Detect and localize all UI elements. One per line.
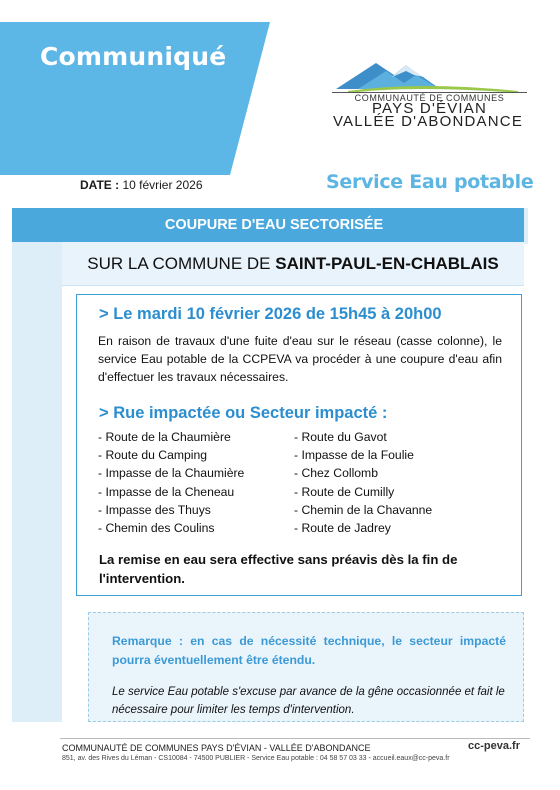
- street-item: - Route de Jadrey: [294, 521, 391, 536]
- street-item: - Impasse de la Foulie: [294, 448, 414, 463]
- decorative-band-right: [524, 208, 528, 244]
- streets-list-left: [98, 428, 244, 537]
- remark-text: Remarque : en cas de nécessité technique, le secteur impacté pourra éventuellement être étendu.: [112, 634, 506, 667]
- cut-banner: [12, 208, 524, 242]
- date-line: [80, 178, 203, 192]
- commune-prefix: SUR LA COMMUNE DE: [87, 254, 276, 273]
- street-item: - Impasse des Thuys: [98, 502, 211, 517]
- street-item: - Route du Camping: [98, 448, 208, 463]
- commune-box: [62, 242, 524, 286]
- date-value: 10 février 2026: [122, 178, 203, 192]
- logo-valley-line: VALLÉE D'ABONDANCE: [332, 113, 524, 130]
- streets-list-right: [294, 428, 432, 537]
- streets-heading: > Rue impactée ou Secteur impacté :: [99, 404, 388, 422]
- street-item: - Impasse de la Chaumière: [98, 466, 245, 481]
- footer-website-link[interactable]: cc-peva.fr: [468, 740, 520, 752]
- logo-name-line: PAYS D'ÉVIAN: [371, 100, 488, 117]
- street-item: - Chemin de la Chavanne: [294, 502, 433, 517]
- footer-address: 851, av. des Rives du Léman - CS10084 - 74500 PUBLIER - Service Eau potable : 04 58 57 03 33 - accueil.eaux@cc-peva.fr: [62, 755, 450, 762]
- street-item: - Chez Collomb: [294, 466, 378, 481]
- apology-text: Le service Eau potable s'excuse par avance de la gêne occasionnée et fait le nécessaire pour limiter les temps d'intervention.: [112, 686, 505, 716]
- page-title: Communiqué: [40, 42, 227, 71]
- banner-title: COUPURE D'EAU SECTORISÉE: [164, 217, 384, 233]
- street-item: - Route de Cumilly: [294, 484, 395, 499]
- restore-notice: La remise en eau sera effective sans préavis dès la fin de l'intervention.: [99, 552, 458, 586]
- street-item: - Route de la Chaumière: [98, 430, 231, 444]
- street-item: - Route du Gavot: [294, 430, 387, 444]
- footer-divider: [60, 738, 530, 739]
- cut-description: En raison de travaux d'une fuite d'eau sur le réseau (casse colonne), le service Eau potable de la CCPEVA va procéder à une coupure d'eau afin d'effectuer les travaux nécessaires.: [98, 334, 502, 384]
- decorative-band-left: [12, 242, 62, 722]
- date-label: DATE :: [80, 178, 120, 192]
- commune-name: SAINT-PAUL-EN-CHABLAIS: [275, 254, 499, 273]
- footer-org: COMMUNAUTÉ DE COMMUNES PAYS D'ÉVIAN - VALLÉE D'ABONDANCE: [62, 743, 371, 753]
- service-name: Service Eau potable: [326, 171, 534, 193]
- street-item: - Chemin des Coulins: [98, 521, 215, 536]
- commune-line: [62, 242, 524, 286]
- street-item: - Impasse de la Cheneau: [98, 484, 235, 499]
- cut-schedule: > Le mardi 10 février 2026 de 15h45 à 20h00: [99, 305, 442, 323]
- logo-org-line: COMMUNAUTÉ DE COMMUNES: [332, 92, 527, 103]
